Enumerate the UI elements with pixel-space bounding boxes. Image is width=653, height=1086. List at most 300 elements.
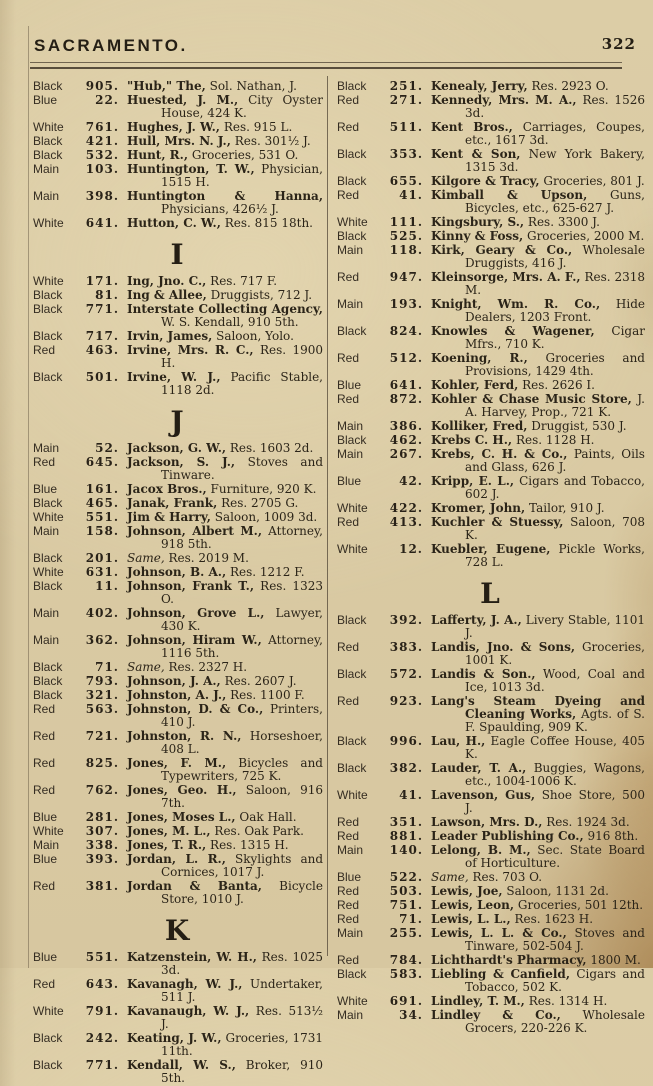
exchange-label: White [337,788,368,802]
phone-number: 583. [389,967,423,981]
entry-text [431,80,645,93]
entry-text [127,839,323,852]
entry-name: Irvine, W. J., [127,370,221,384]
entry-detail: Hide Dealers, 1203 Front. [465,297,645,324]
phone-number: 551. [85,950,119,964]
exchange-label: Black [33,551,63,565]
exchange-label: Red [33,455,56,469]
phone-number: 383. [389,640,423,654]
phone-number: 641. [389,378,423,392]
entry-text [127,371,323,397]
entry-text [127,689,323,702]
phone-number: 413. [389,515,423,529]
entry-detail: Oak Hall. [239,810,297,824]
directory-entry [337,913,645,926]
entry-text [127,978,323,1004]
phone-number: 12. [399,542,423,556]
phone-number: 563. [85,702,119,716]
exchange-label: White [33,120,64,134]
phone-number: 996. [389,734,423,748]
entry-detail: Undertaker, 511 J. [161,977,323,1004]
entry-text [431,189,645,215]
exchange-label: Black [33,1031,63,1045]
entry-text [431,325,645,351]
entry-text [431,475,645,501]
entry-name: Lang's Steam Dyeing and Cleaning Works, [431,694,645,721]
directory-entry [33,1005,323,1031]
directory-entry [33,303,323,329]
exchange-label: White [33,274,64,288]
directory-entry [337,94,645,120]
directory-entry [33,330,323,343]
exchange-label: Red [33,729,56,743]
entry-text [431,94,645,120]
directory-entry [337,475,645,501]
exchange-label: White [33,1004,64,1018]
phone-number: 22. [95,93,119,107]
phone-number: 193. [389,297,423,311]
exchange-label: Red [337,93,360,107]
phone-number: 923. [389,694,423,708]
entry-name: Leader Publishing Co., [431,829,584,843]
entry-name: Johnston, D. & Co., [127,702,264,716]
directory-entry [337,121,645,147]
entry-detail: New York Bakery, 1315 3d. [465,147,645,174]
entry-detail: City Oyster House, 424 K. [161,93,323,120]
directory-entry [337,762,645,788]
directory-entry [337,448,645,474]
entry-text [431,352,645,378]
phone-number: 255. [389,926,423,940]
entry-text [127,675,323,688]
entry-name: Krebs, C. H. & Co., [431,447,568,461]
entry-detail: Res. 2626 I. [522,378,595,392]
exchange-label: Black [337,147,367,161]
directory-entry [33,94,323,120]
entry-text [431,927,645,953]
phone-number: 572. [389,667,423,681]
entry-text [431,735,645,761]
entry-name: Kendall, W. S., [127,1058,236,1072]
phone-number: 421. [85,134,119,148]
entry-name: Lewis, L. L., [431,912,511,926]
entry-text [431,695,645,734]
directory-entry [33,525,323,551]
directory-entry [337,954,645,967]
entry-detail: Res. 1623 H. [514,912,594,926]
entry-detail: Groceries, 1001 K. [465,640,645,667]
directory-entry [33,825,323,838]
directory-entry [33,661,323,674]
entry-text [127,80,323,93]
entry-name: Same, [431,870,469,884]
exchange-label: White [33,510,64,524]
entry-detail: Druggist, 530 J. [531,419,627,433]
entry-text [127,344,323,370]
entry-detail: Cigar Mfrs., 710 K. [465,324,645,351]
exchange-label: Red [33,783,56,797]
phone-number: 462. [389,433,423,447]
entry-text [127,580,323,606]
entry-detail: Lawyer, 430 K. [161,606,323,633]
directory-entry [33,1059,323,1085]
entry-text [431,121,645,147]
directory-entry [33,80,323,93]
entry-detail: Groceries, 531 O. [191,148,299,162]
directory-entry [337,1009,645,1035]
directory-entry [33,135,323,148]
phone-number: 791. [85,1004,119,1018]
page-title: SACRAMENTO. [34,36,188,55]
entry-name: Lindley & Co., [431,1008,561,1022]
phone-number: 351. [389,815,423,829]
entry-name: Kavanagh, W. J., [127,977,243,991]
entry-text [127,1005,323,1031]
entry-detail: Pickle Works, 728 L. [465,542,645,569]
exchange-label: Black [337,79,367,93]
entry-name: Lindley, T. M., [431,994,525,1008]
entry-detail: Buggies, Wagons, etc., 1004-1006 K. [465,761,645,788]
directory-entry [33,289,323,302]
entry-detail: Pacific Stable, 1118 2d. [161,370,323,397]
entry-text [127,497,323,510]
directory-entry [33,634,323,660]
phone-number: 631. [85,565,119,579]
directory-entry [33,371,323,397]
phone-number: 111. [389,215,423,229]
exchange-label: Red [337,815,360,829]
phone-number: 382. [389,761,423,775]
entry-name: Johnson, Hiram W., [127,633,262,647]
entry-name: Lewis, Leon, [431,898,515,912]
entry-detail: Groceries, 1731 11th. [161,1031,323,1058]
entry-name: Kohler & Chase Music Store, [431,392,632,406]
phone-number: 645. [85,455,119,469]
entry-text [431,516,645,542]
exchange-label: Black [33,302,63,316]
directory-entry [337,641,645,667]
phone-number: 398. [85,189,119,203]
entry-text [431,995,645,1008]
phone-number: 947. [389,270,423,284]
exchange-label: Black [33,660,63,674]
directory-entry [337,995,645,1008]
entry-detail: Attorney, 1116 5th. [161,633,323,660]
directory-entry [33,853,323,879]
directory-entry [337,830,645,843]
directory-entry [337,543,645,569]
entry-text [431,175,645,188]
entry-detail: Groceries, 501 12th. [517,898,644,912]
phone-number: 784. [389,953,423,967]
entry-detail: Saloon, 1131 2d. [506,884,609,898]
entry-detail: Attorney, 918 5th. [161,524,323,551]
entry-name: Koening, R., [431,351,528,365]
exchange-label: Blue [33,852,58,866]
entry-name: Jordan, L. R., [127,852,226,866]
phone-number: 771. [85,302,119,316]
entry-name: Kenealy, Jerry, [431,79,528,93]
exchange-label: Blue [33,93,58,107]
exchange-label: Black [337,734,367,748]
directory-entry [337,899,645,912]
directory-entry [33,978,323,1004]
entry-text [431,271,645,297]
directory-entry [33,607,323,633]
section-letter-heading: I [170,238,186,271]
entry-text [127,825,323,838]
entry-text [431,420,645,433]
entry-name: Johnson, Frank T., [127,579,255,593]
entry-text [127,1032,323,1058]
entry-text [127,511,323,524]
phone-number: 465. [85,496,119,510]
entry-text [127,552,323,565]
phone-number: 161. [85,482,119,496]
entry-name: Kingsbury, S., [431,215,525,229]
entry-detail: Groceries, 2000 M. [526,229,645,243]
entry-name: Jones, Geo. H., [127,783,237,797]
phone-number: 393. [85,852,119,866]
entry-name: Keating, J. W., [127,1031,222,1045]
exchange-label: Main [337,843,364,857]
exchange-label: White [33,565,64,579]
entry-text [431,913,645,926]
entry-name: Hughes, J. W., [127,120,220,134]
phone-number: 512. [389,351,423,365]
exchange-label: Black [33,674,63,688]
phone-number: 11. [95,579,119,593]
entry-detail: Horseshoer, 408 L. [161,729,323,756]
entry-detail: Res. Oak Park. [214,824,304,838]
entry-name: Jones, Moses L., [127,810,236,824]
entry-detail: Druggists, 712 J. [210,288,313,302]
section-letter-heading: K [164,914,192,947]
entry-text [127,784,323,810]
entry-text [431,1009,645,1035]
phone-number: 503. [389,884,423,898]
exchange-label: Black [337,967,367,981]
entry-text [127,1059,323,1085]
phone-number: 267. [389,447,423,461]
entry-text [127,757,323,783]
entry-detail: Res. 1212 F. [229,565,305,579]
entry-name: Knight, Wm. R. Co., [431,297,601,311]
exchange-label: Black [33,496,63,510]
entry-detail: Res. 2019 M. [168,551,249,565]
section-letter-heading: J [170,405,186,438]
entry-name: Kirk, Geary & Co., [431,243,573,257]
phone-number: 691. [389,994,423,1008]
entry-text [127,661,323,674]
entry-name: Knowles & Wagener, [431,324,595,338]
entry-text [431,434,645,447]
exchange-label: Black [337,324,367,338]
entry-detail: Groceries and Provisions, 1429 4th. [465,351,645,378]
directory-entry [337,885,645,898]
entry-name: Kent Bros., [431,120,513,134]
entry-detail: Saloon, Yolo. [216,329,294,343]
directory-entry [33,566,323,579]
exchange-label: Main [337,243,364,257]
exchange-label: Black [33,688,63,702]
exchange-label: Red [33,879,56,893]
exchange-label: Red [337,188,360,202]
exchange-label: Main [337,1008,364,1022]
entry-name: Lewis, L. L. & Co., [431,926,567,940]
entry-detail: Sol. Nathan, J. [209,79,297,93]
phone-number: 793. [85,674,119,688]
exchange-label: Red [337,898,360,912]
entry-name: Jackson, G. W., [127,441,227,455]
entry-name: Lavenson, Gus, [431,788,536,802]
entry-name: Interstate Collecting Agency, [127,302,323,316]
entry-text [127,149,323,162]
exchange-label: Red [33,702,56,716]
directory-entry [33,344,323,370]
entry-name: Kuchler & Stuessy, [431,515,564,529]
directory-entry [337,80,645,93]
exchange-label: Black [337,613,367,627]
directory-entry [337,695,645,734]
entry-detail: Skylights and Cornices, 1017 J. [161,852,324,879]
entry-name: Kuebler, Eugene, [431,542,551,556]
phone-number: 281. [85,810,119,824]
phone-number: 655. [389,174,423,188]
entry-name: Johnson, B. A., [127,565,227,579]
entry-text [431,844,645,870]
entry-text [431,148,645,174]
phone-number: 881. [389,829,423,843]
phone-number: 392. [389,613,423,627]
entry-text [431,830,645,843]
phone-number: 525. [389,229,423,243]
directory-entry [33,580,323,606]
directory-entry [33,675,323,688]
directory-entry [33,757,323,783]
exchange-label: Red [337,351,360,365]
exchange-label: Black [33,134,63,148]
entry-name: Kennedy, Mrs. M. A., [431,93,577,107]
phone-number: 321. [85,688,119,702]
header-rule [30,62,622,69]
directory-entry [337,871,645,884]
directory-entry [33,730,323,756]
entry-detail: Printers, 410 J. [161,702,323,729]
phone-number: 825. [85,756,119,770]
phone-number: 271. [389,93,423,107]
phone-number: 103. [85,162,119,176]
phone-number: 34. [399,1008,423,1022]
entry-name: Landis, Jno. & Sons, [431,640,576,654]
exchange-label: Black [33,329,63,343]
phone-number: 641. [85,216,119,230]
directory-entry [33,1032,323,1058]
entry-text [431,789,645,815]
entry-name: Kilgore & Tracy, [431,174,540,188]
directory-entry [337,244,645,270]
entry-name: Huested, J. M., [127,93,239,107]
entry-text [127,566,323,579]
directory-entry [33,483,323,496]
entry-text [127,94,323,120]
exchange-label: Main [337,447,364,461]
entry-name: Kent & Son, [431,147,521,161]
directory-entry [33,784,323,810]
entry-detail: Physicians, 426½ J. [161,202,279,216]
entry-name: Landis & Son., [431,667,536,681]
directory-entry [33,456,323,482]
exchange-label: Main [33,162,60,176]
entry-text [431,393,645,419]
phone-number: 721. [85,729,119,743]
entry-text [431,885,645,898]
entry-detail: Res. 3300 J. [527,215,600,229]
entry-detail: Carriages, Coupes, etc., 1617 3d. [465,120,645,147]
phone-number: 140. [389,843,423,857]
phone-number: 824. [389,324,423,338]
phone-number: 422. [389,501,423,515]
directory-entry [337,968,645,994]
entry-name: Ing, Jno. C., [127,274,207,288]
entry-text [431,216,645,229]
phone-number: 81. [95,288,119,302]
entry-detail: Eagle Coffee House, 405 K. [465,734,645,761]
directory-entry [33,951,323,977]
entry-name: Hunt, R., [127,148,189,162]
entry-text [431,614,645,640]
exchange-label: Blue [337,474,362,488]
entry-detail: Wholesale Grocers, 220-226 K. [465,1008,645,1035]
entry-text [431,899,645,912]
page-number: 322 [601,35,636,53]
entry-text [431,502,645,515]
directory-entry [33,811,323,824]
phone-number: 307. [85,824,119,838]
entry-name: Jordan & Banta, [127,879,262,893]
entry-detail: Saloon, 708 K. [465,515,645,542]
entry-detail: Paints, Oils and Glass, 626 J. [465,447,645,474]
entry-detail: Res. 1603 2d. [229,441,314,455]
exchange-label: Black [33,370,63,384]
entry-name: Jacox Bros., [127,482,207,496]
phone-number: 501. [85,370,119,384]
entry-name: Krebs C. H., [431,433,513,447]
entry-detail: Bicycle Store, 1010 J. [161,879,323,906]
exchange-label: Red [337,912,360,926]
entry-detail: Saloon, 916 7th. [161,783,323,810]
exchange-label: Black [33,288,63,302]
entry-detail: Furniture, 920 K. [210,482,317,496]
directory-entry [33,190,323,216]
entry-text [431,230,645,243]
entry-name: Kimball & Upson, [431,188,588,202]
entry-name: Ing & Allee, [127,288,207,302]
exchange-label: Main [33,838,60,852]
exchange-label: Red [337,270,360,284]
entry-name: Lauder, T. A., [431,761,527,775]
entry-text [127,190,323,216]
entry-detail: Res. 2607 J. [224,674,297,688]
directory-entry [33,689,323,702]
entry-text [127,730,323,756]
entry-text [127,703,323,729]
phone-number: 71. [95,660,119,674]
exchange-label: Black [337,761,367,775]
entry-name: Kohler, Ferd, [431,378,519,392]
directory-entry [337,927,645,953]
entry-name: Lafferty, J. A., [431,613,522,627]
